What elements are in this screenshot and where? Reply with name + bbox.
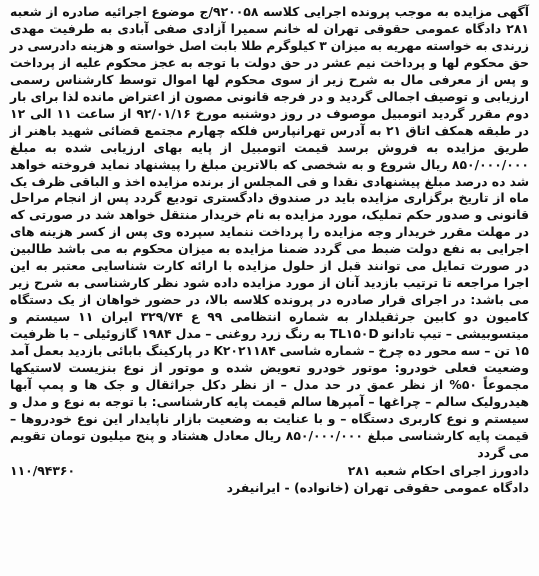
signature-line: دادورز اجرای احکام شعبه ۲۸۱ bbox=[347, 462, 529, 478]
court-name: دادگاه عمومی حقوقی تهران (خانواده) - ایرانیفرد bbox=[226, 479, 529, 495]
notice-text: آگهی مزایده به موجب پرونده اجرایی کلاسه ۹۲۰۰۵۸/ج موضوع اجرائیه صادره از شعبه ۲۸۱ دادگاه عمومی حقوقی تهران له خانم سمیرا آزادی صفی آبادی به طرفیت مهدی زرندی به خواسته مهریه به میزان ۳ کیلوگرم طلا بابت اصل خواسته و هزینه دادرسی در حق محکوم لها و پرداخت نیم عشر در حق دولت با توجه به عجز محکوم علیه از پرداخت و پس از معرفی مال به شرح زیر از سوی محکوم لها اموال توسط کارشناس رسمی ارزیابی و توصیف اجمالی گردید و در فرجه قانونی مصون از اعتراض مانده لذا برای بار دوم مقرر گردید اتومبیل موصوف در روز دوشنبه مورخ ۹۲/۰۱/۱۶ از ساعت ۱۱ الی ۱۲ در طبقه همکف اتاق ۲۱ به آدرس تهرانپارس فلکه چهارم مجتمع قضائی شهید باهنر از طریق مزایده به فروش برسد قیمت اتومبیل از پایه بهای ارزیابی شده به مبلغ ۸۵۰/۰۰۰/۰۰۰ ریال شروع و به شخصی که بالاترین مبلغ را پیشنهاد نماید فروخته خواهد شد ده درصد مبلغ پیشنهادی نقدا و فی المجلس از برنده مزایده اخذ و الباقی ظرف یک ماه از تاریخ برگزاری مزایده باید در صندوق دادگستری تودیع گردد پس از انجام مراحل قانونی و صدور حکم تملیک، مورد مزایده به نام خریدار منتقل خواهد شد در صورتی که در مهلت مقرر خریدار وجه مزایده را پرداخت ننماید سپرده وی پس از کسر هزینه های اجرایی به نفع دولت ضبط می گردد ضمنا مزایده به میزان محکوم به می باشد طالبین در صورت تمایل می توانند قبل از حلول مزایده با ارائه کارت شناسایی معتبر به این اجرا مراجعه تا ترتیب بازدید آنان از مورد مزایده داده شود نظر کارشناسی به شرح زیر می باشد: در اجرای قرار صادره در پرونده کلاسه بالا، در حضور خواهان از یک دستگاه کامیون دو کابین جرثقیلدار به شماره انتظامی ۹۹ ع ۳۲۹/۷۴ ایران ۱۱ سیستم و میتسوبیشی – تیپ تادانو TL۱۵۰D به رنگ زرد روغنی – مدل ۱۹۸۴ گازوئیلی – با ظرفیت ۱۵ تن – سه محور ده چرخ – شماره شاسی K۲۰۲۱۱۸۴ در پارکینگ بابائی بازدید بعمل آمد وضعیت فعلی خودرو: موتور خودرو تعویض شده و موتور از نوع بنزیست لاستیکها مجموعاً ۵۰% از نظر عمق در حد مدل – از نظر دکل جراثقال و جک ها و پمپ آبها هیدرولیک سالم – چراغها – آمپرها سالم قیمت پایه کارشناسی: با توجه به نوع و مدل و سیستم و نوع کاربری دستگاه – و با عنایت به وضعیت بازار ناپایدار این نوع خودروها – قیمت پایه کارشناسی مبلغ ۸۵۰/۰۰۰/۰۰۰ ریال معادل هشتاد و پنج میلیون تومان تقویم می گردد bbox=[10, 4, 530, 460]
notice-body bbox=[10, 4, 529, 462]
reference-number: ۱۱۰/۹۴۳۶۰ bbox=[10, 462, 76, 478]
notice-footer bbox=[10, 462, 529, 479]
